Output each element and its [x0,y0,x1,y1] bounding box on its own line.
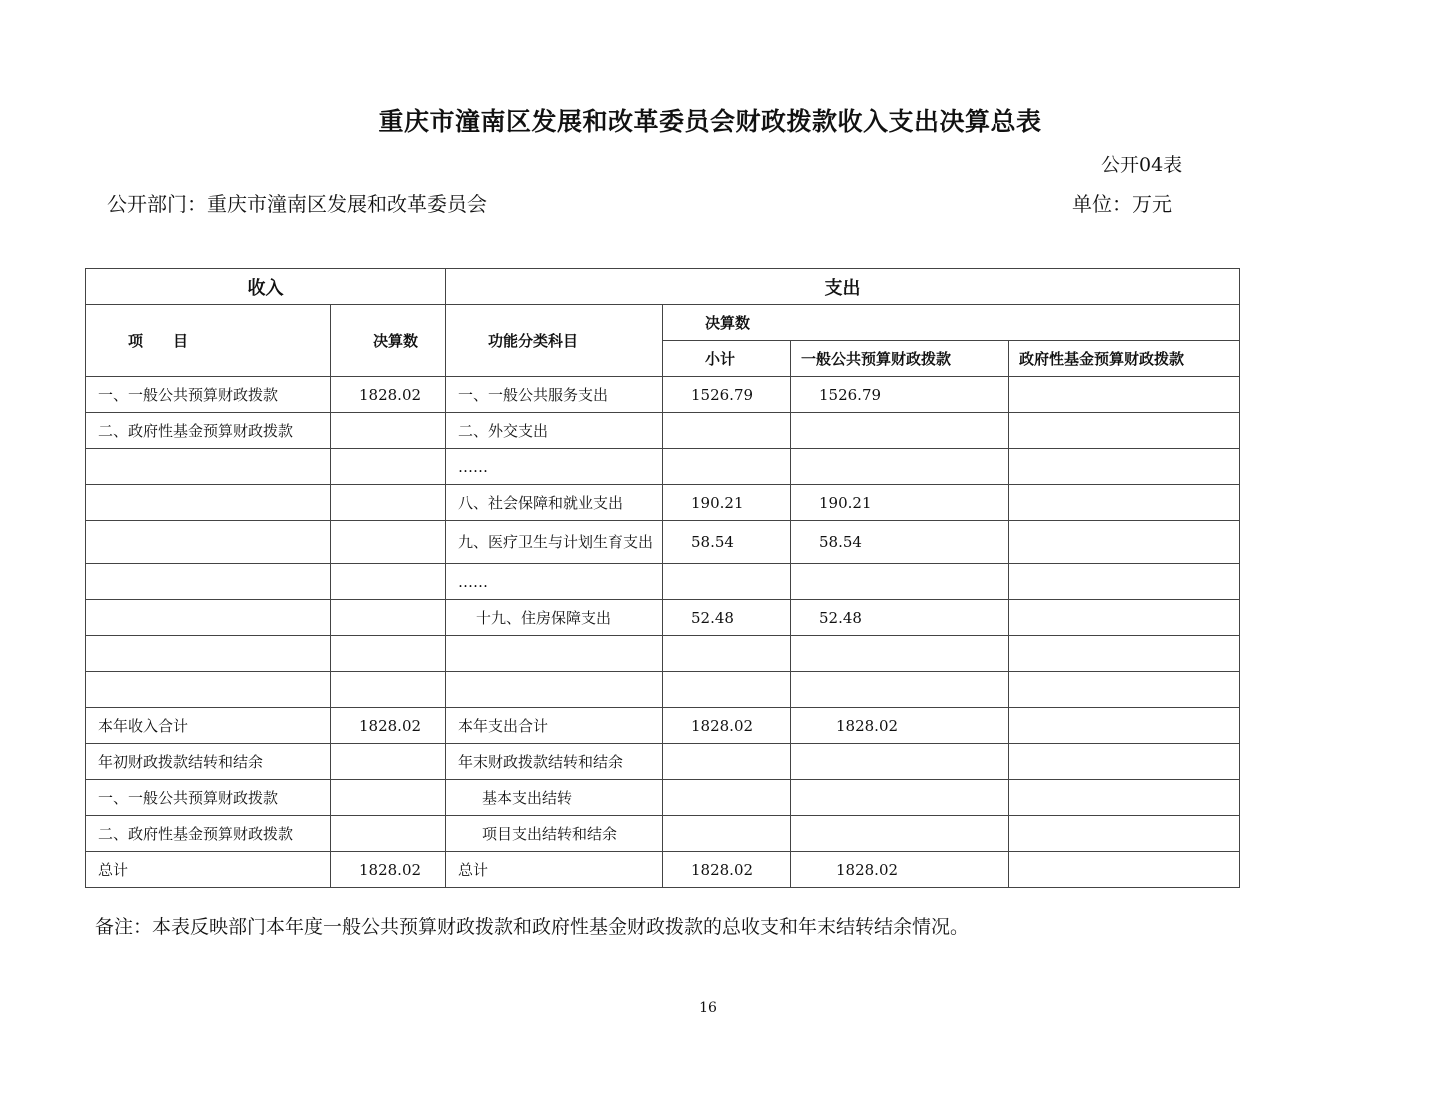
table-row [86,485,1240,521]
income-item-cell: 二、政府性基金预算财政拨款 [86,413,331,449]
expense-item-cell: 年末财政拨款结转和结余 [446,744,663,780]
income-item-cell: 本年收入合计 [86,708,331,744]
table-row [86,708,1240,744]
income-item-cell: 一、一般公共预算财政拨款 [86,780,331,816]
table-row [86,600,1240,636]
expense-item-cell: 八、社会保障和就业支出 [446,485,663,521]
unit-label: 单位：万元 [1072,192,1172,216]
gov-fund-cell [1009,413,1240,449]
function-category-header: 功能分类科目 [446,305,663,377]
subtotal-cell [663,816,791,852]
income-item-cell [86,636,331,672]
income-amount-cell: 1828.02 [331,852,446,888]
page-number: 16 [699,1000,717,1016]
income-amount-cell: 1828.02 [331,377,446,413]
income-item-cell [86,521,331,564]
table-row [86,636,1240,672]
form-number: 公开04表 [1101,154,1183,176]
expense-item-cell: 基本支出结转 [446,780,663,816]
subtotal-cell [663,672,791,708]
income-amount-cell [331,636,446,672]
gov-fund-cell [1009,744,1240,780]
final-amount-header: 决算数 [663,305,1240,341]
income-item-cell: 总计 [86,852,331,888]
budget-table [85,268,1240,888]
gov-fund-cell [1009,600,1240,636]
expense-item-cell: …… [446,564,663,600]
expense-header: 支出 [446,269,1240,305]
expense-item-cell: 一、一般公共服务支出 [446,377,663,413]
general-budget-cell: 190.21 [791,485,1009,521]
subtotal-cell: 1526.79 [663,377,791,413]
income-item-cell [86,672,331,708]
general-budget-cell [791,672,1009,708]
subtotal-header: 小计 [663,341,791,377]
subtotal-cell: 58.54 [663,521,791,564]
item-header: 项 目 [86,305,331,377]
amount-header: 决算数 [331,305,446,377]
gov-fund-cell [1009,521,1240,564]
income-amount-cell [331,564,446,600]
table-row [86,816,1240,852]
subtotal-cell [663,780,791,816]
general-budget-cell: 58.54 [791,521,1009,564]
income-item-cell [86,449,331,485]
income-amount-cell [331,672,446,708]
subtotal-cell [663,636,791,672]
table-row [86,449,1240,485]
income-amount-cell [331,521,446,564]
table-row [86,852,1240,888]
general-budget-cell [791,780,1009,816]
subtotal-cell: 190.21 [663,485,791,521]
table-row [86,377,1240,413]
general-budget-cell [791,413,1009,449]
gov-fund-cell [1009,672,1240,708]
general-budget-cell [791,636,1009,672]
gov-fund-cell [1009,708,1240,744]
general-budget-header: 一般公共预算财政拨款 [791,341,1009,377]
income-item-cell: 二、政府性基金预算财政拨款 [86,816,331,852]
general-budget-cell [791,449,1009,485]
expense-item-cell: 九、医疗卫生与计划生育支出 [446,521,663,564]
table-row [86,564,1240,600]
income-item-cell: 一、一般公共预算财政拨款 [86,377,331,413]
income-amount-cell [331,816,446,852]
table-row [86,521,1240,564]
gov-fund-cell [1009,564,1240,600]
table-row [86,413,1240,449]
header-row-1 [86,269,1240,305]
general-budget-cell [791,816,1009,852]
expense-item-cell: …… [446,449,663,485]
income-amount-cell [331,413,446,449]
expense-item-cell: 项目支出结转和结余 [446,816,663,852]
header-row-2 [86,305,1240,341]
income-amount-cell [331,449,446,485]
gov-fund-cell [1009,636,1240,672]
subtotal-cell: 52.48 [663,600,791,636]
table-row [86,744,1240,780]
page-title: 重庆市潼南区发展和改革委员会财政拨款收入支出决算总表 [378,107,1042,136]
gov-fund-cell [1009,852,1240,888]
income-amount-cell: 1828.02 [331,708,446,744]
general-budget-cell [791,744,1009,780]
income-amount-cell [331,780,446,816]
expense-item-cell: 本年支出合计 [446,708,663,744]
general-budget-cell: 52.48 [791,600,1009,636]
subtotal-cell: 1828.02 [663,708,791,744]
subtotal-cell [663,564,791,600]
general-budget-cell: 1828.02 [791,852,1009,888]
subtotal-cell [663,449,791,485]
gov-fund-cell [1009,485,1240,521]
income-amount-cell [331,485,446,521]
expense-item-cell [446,636,663,672]
general-budget-cell [791,564,1009,600]
income-item-cell [86,600,331,636]
gov-fund-header: 政府性基金预算财政拨款 [1009,341,1240,377]
income-item-cell [86,485,331,521]
department-label: 公开部门：重庆市潼南区发展和改革委员会 [107,192,487,216]
income-amount-cell [331,600,446,636]
gov-fund-cell [1009,780,1240,816]
expense-item-cell [446,672,663,708]
general-budget-cell: 1828.02 [791,708,1009,744]
table-row [86,780,1240,816]
table-row [86,672,1240,708]
subtotal-cell: 1828.02 [663,852,791,888]
income-item-cell: 年初财政拨款结转和结余 [86,744,331,780]
general-budget-cell: 1526.79 [791,377,1009,413]
expense-item-cell: 十九、住房保障支出 [446,600,663,636]
expense-item-cell: 总计 [446,852,663,888]
income-amount-cell [331,744,446,780]
gov-fund-cell [1009,449,1240,485]
income-header: 收入 [86,269,446,305]
subtotal-cell [663,744,791,780]
remark-note: 备注：本表反映部门本年度一般公共预算财政拨款和政府性基金财政拨款的总收支和年末结转结余情况。 [95,916,970,938]
gov-fund-cell [1009,816,1240,852]
subtotal-cell [663,413,791,449]
gov-fund-cell [1009,377,1240,413]
expense-item-cell: 二、外交支出 [446,413,663,449]
income-item-cell [86,564,331,600]
